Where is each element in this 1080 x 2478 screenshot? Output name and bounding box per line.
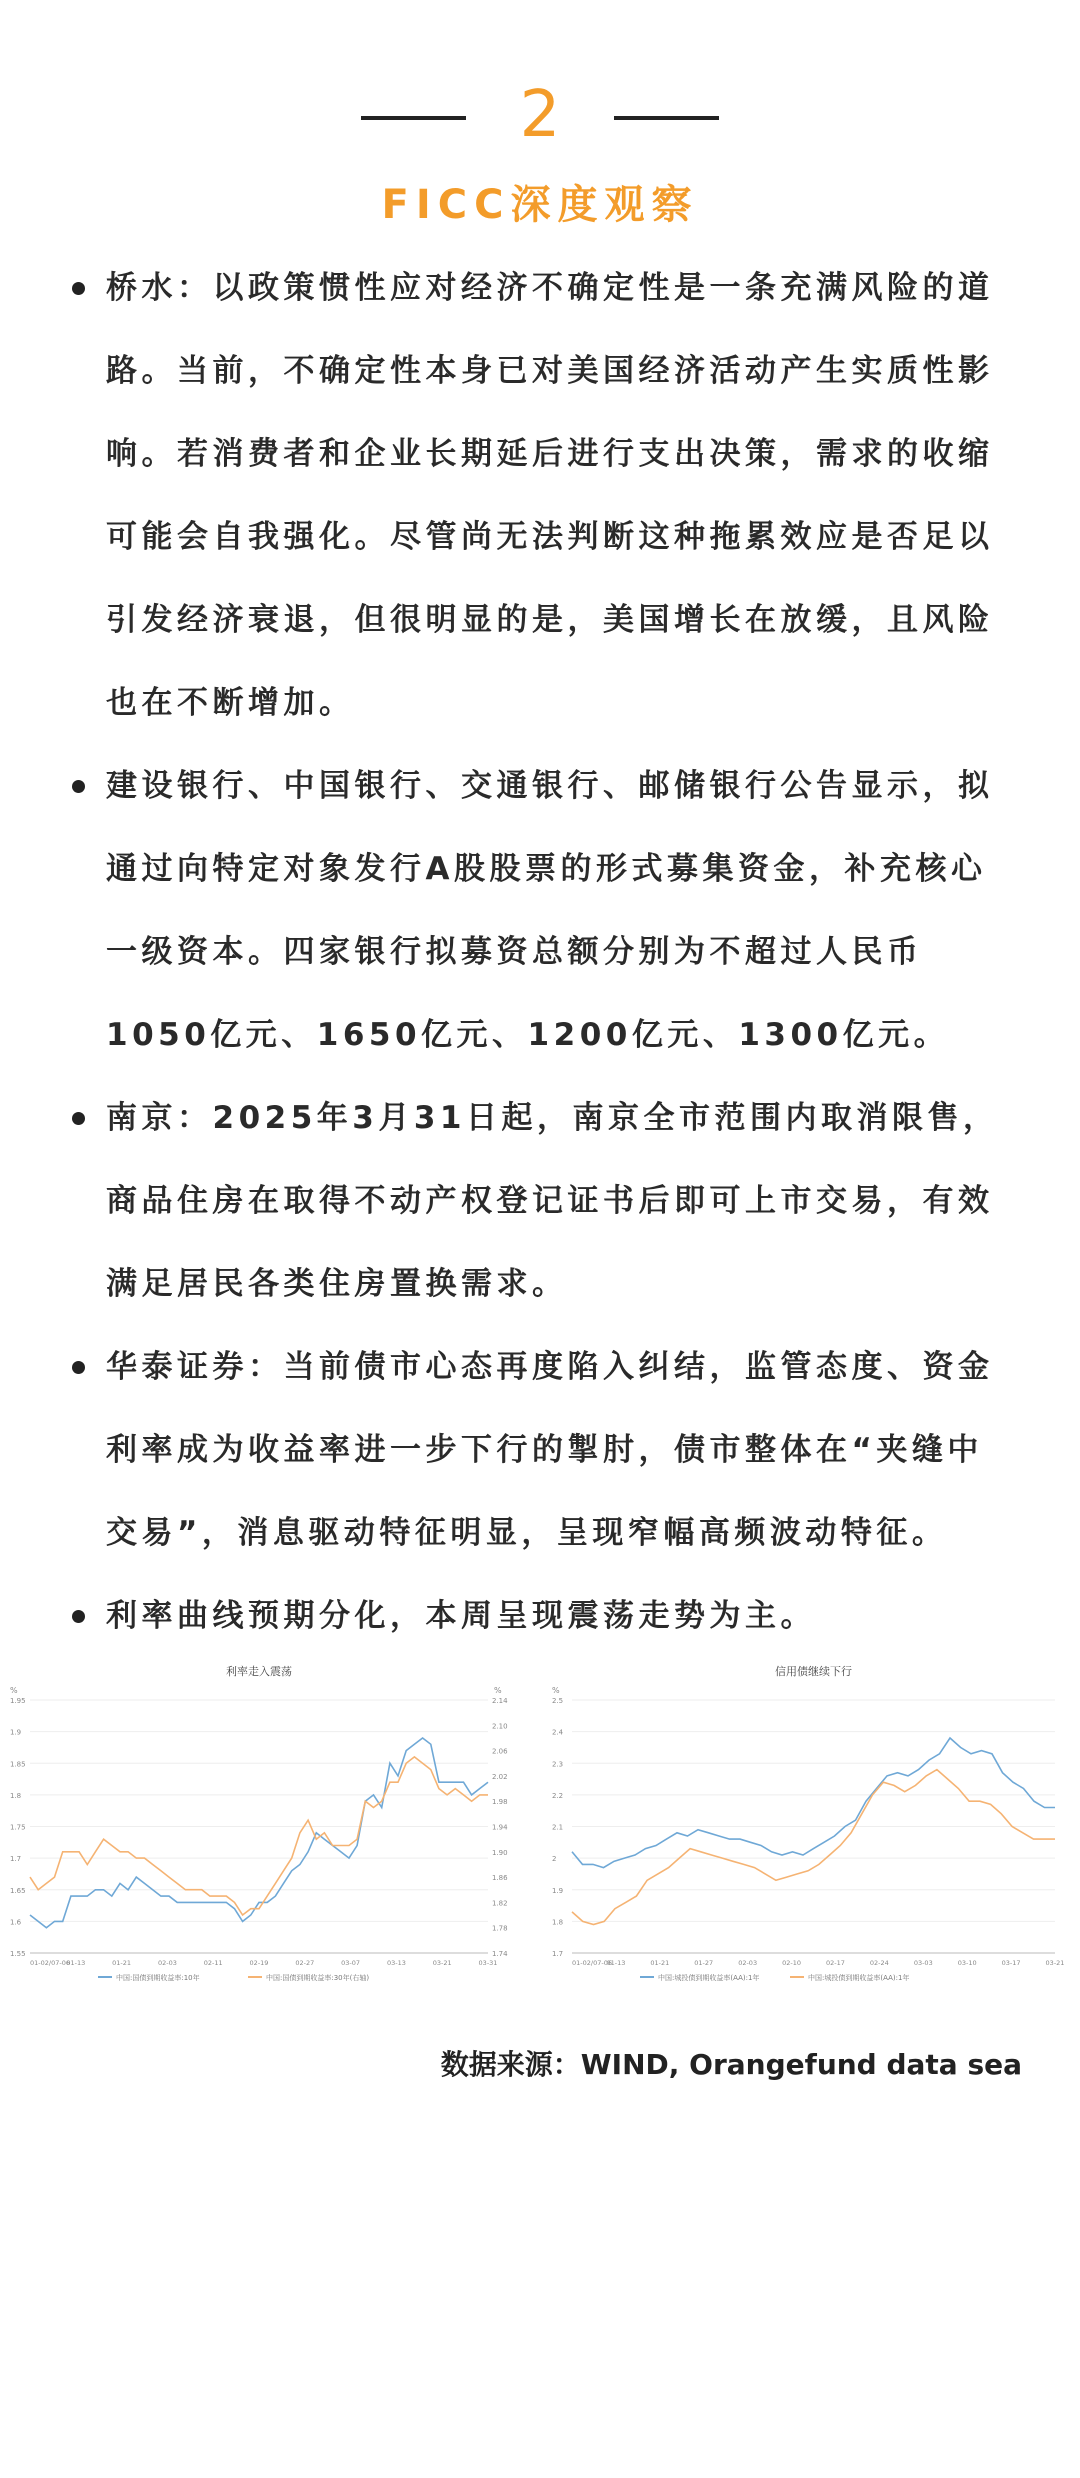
text-line: 一级资本。四家银行拟募资总额分别为不超过人民币 xyxy=(106,934,923,970)
y-tick-label: 1.75 xyxy=(10,1823,26,1832)
y-tick-label-right: 1.90 xyxy=(492,1848,508,1857)
y-tick-label: 2.4 xyxy=(552,1728,564,1737)
x-tick-label: 02-19 xyxy=(249,1959,269,1967)
series-line xyxy=(30,1738,488,1928)
header-right-rule xyxy=(614,116,719,120)
chart-title: 信用债继续下行 xyxy=(775,1665,852,1678)
text-line: 通过向特定对象发行A股股票的形式募集资金，补充核心 xyxy=(106,851,987,887)
credit-chart-svg xyxy=(550,1655,1065,2000)
x-tick-label: 01-02/07-06 xyxy=(30,1959,70,1967)
text-line: 利率曲线预期分化，本周呈现震荡走势为主。 xyxy=(106,1598,816,1634)
text-line: 满足居民各类住房置换需求。 xyxy=(106,1266,568,1302)
y-axis-unit-right: % xyxy=(494,1686,502,1695)
rates-chart-svg xyxy=(8,1655,520,2000)
x-tick-label: 02-17 xyxy=(826,1959,845,1967)
text-line: 利率成为收益率进一步下行的掣肘，债市整体在“夹缝中 xyxy=(106,1432,983,1468)
legend-label: 中国:国债到期收益率:30年(右轴) xyxy=(266,1974,370,1982)
y-tick-label-right: 1.86 xyxy=(492,1874,508,1883)
x-tick-label: 01-21 xyxy=(650,1959,670,1967)
y-tick-label-right: 1.78 xyxy=(492,1924,508,1933)
x-tick-label: 03-03 xyxy=(913,1959,933,1967)
bullet-dot xyxy=(72,1112,85,1125)
x-tick-label: 03-07 xyxy=(341,1959,361,1967)
legend-label: 中国:国债到期收益率:10年 xyxy=(116,1974,200,1982)
bullet-text xyxy=(106,745,1026,1077)
text-line: 可能会自我强化。尽管尚无法判断这种拖累效应是否足以 xyxy=(106,519,994,555)
text-line: 响。若消费者和企业长期延后进行支出决策，需求的收缩 xyxy=(106,436,994,472)
x-tick-label: 01-21 xyxy=(112,1959,132,1967)
y-tick-label: 2 xyxy=(552,1855,557,1864)
x-tick-label: 01-13 xyxy=(606,1959,626,1967)
x-tick-label: 03-10 xyxy=(957,1959,977,1967)
x-tick-label: 03-21 xyxy=(432,1959,452,1967)
text-line: 引发经济衰退，但很明显的是，美国增长在放缓，且风险 xyxy=(106,602,994,638)
y-tick-label: 1.6 xyxy=(10,1918,22,1927)
legend-label: 中国:城投债到期收益率(AA):1年 xyxy=(658,1974,760,1982)
data-source: 数据来源：WIND, Orangefund data sea xyxy=(440,2048,1022,2081)
y-tick-label: 1.55 xyxy=(10,1950,26,1958)
x-tick-label: 02-11 xyxy=(203,1959,223,1967)
bullet-text xyxy=(106,1326,1026,1575)
section-header xyxy=(0,70,1080,160)
series-line xyxy=(30,1757,488,1915)
bullet-dot xyxy=(72,1610,85,1623)
section-number: 2 xyxy=(519,78,561,152)
text-line: 交易”，消息驱动特征明显，呈现窄幅高频波动特征。 xyxy=(106,1515,948,1551)
y-tick-label: 1.95 xyxy=(10,1697,26,1705)
y-tick-label: 1.7 xyxy=(552,1950,564,1958)
y-tick-label: 1.85 xyxy=(10,1760,26,1769)
y-tick-label: 1.8 xyxy=(10,1791,22,1800)
x-tick-label: 02-03 xyxy=(738,1959,758,1967)
y-tick-label: 1.9 xyxy=(552,1886,564,1895)
x-tick-label: 03-31 xyxy=(478,1959,498,1967)
y-tick-label: 1.8 xyxy=(552,1918,564,1927)
bullet-dot xyxy=(72,1361,85,1374)
y-tick-label-right: 2.14 xyxy=(492,1697,508,1705)
text-line: 商品住房在取得不动产权登记证书后即可上市交易，有效 xyxy=(106,1183,994,1219)
text-line: 路。当前，不确定性本身已对美国经济活动产生实质性影 xyxy=(106,353,994,389)
bullet-text xyxy=(106,1077,1026,1326)
y-axis-unit: % xyxy=(10,1686,18,1695)
x-tick-label: 02-03 xyxy=(157,1959,177,1967)
y-tick-label-right: 1.82 xyxy=(492,1899,508,1908)
y-tick-label-right: 2.10 xyxy=(492,1722,508,1731)
x-tick-label: 03-21 xyxy=(1045,1959,1065,1967)
bullet-dot xyxy=(72,282,85,295)
x-tick-label: 02-24 xyxy=(869,1959,889,1967)
x-tick-label: 02-27 xyxy=(295,1959,315,1967)
y-axis-unit: % xyxy=(552,1686,560,1695)
y-tick-label: 1.9 xyxy=(10,1728,22,1737)
x-tick-label: 01-27 xyxy=(694,1959,714,1967)
y-tick-label-right: 2.02 xyxy=(492,1772,508,1781)
text-line: 南京：2025年3月31日起，南京全市范围内取消限售， xyxy=(106,1100,999,1136)
text-line: 也在不断增加。 xyxy=(106,685,355,721)
x-tick-label: 01-13 xyxy=(66,1959,86,1967)
y-tick-label-right: 1.98 xyxy=(492,1798,508,1807)
x-tick-label: 03-13 xyxy=(386,1959,406,1967)
text-line: 华泰证券：当前债市心态再度陷入纠结，监管态度、资金 xyxy=(106,1349,994,1385)
y-tick-label: 2.2 xyxy=(552,1791,564,1800)
chart-credit xyxy=(550,1655,1065,2000)
bullet-text xyxy=(106,1575,1026,1658)
y-tick-label: 2.3 xyxy=(552,1760,564,1769)
y-tick-label: 1.65 xyxy=(10,1886,26,1895)
x-tick-label: 02-10 xyxy=(782,1959,801,1967)
y-tick-label: 1.7 xyxy=(10,1855,22,1864)
text-line: 桥水：以政策惯性应对经济不确定性是一条充满风险的道 xyxy=(106,270,994,306)
series-line xyxy=(572,1770,1055,1925)
text-line: 建设银行、中国银行、交通银行、邮储银行公告显示，拟 xyxy=(106,768,994,804)
y-tick-label-right: 1.94 xyxy=(492,1823,508,1832)
text-line: 1050亿元、1650亿元、1200亿元、1300亿元。 xyxy=(106,1017,950,1053)
x-tick-label: 03-17 xyxy=(1001,1959,1021,1967)
chart-title: 利率走入震荡 xyxy=(226,1665,292,1678)
bullet-dot xyxy=(72,780,85,793)
chart-rates xyxy=(8,1655,520,2000)
bullet-text xyxy=(106,247,1026,745)
y-tick-label: 2.5 xyxy=(552,1697,564,1705)
y-tick-label-right: 2.06 xyxy=(492,1747,508,1756)
section-title: FICC深度观察 xyxy=(381,182,699,228)
x-tick-label: 01-02/07-06 xyxy=(572,1959,612,1967)
y-tick-label: 2.1 xyxy=(552,1823,564,1832)
legend-label: 中国:城投债到期收益率(AA):1年 xyxy=(808,1974,910,1982)
y-tick-label-right: 1.74 xyxy=(492,1950,508,1958)
